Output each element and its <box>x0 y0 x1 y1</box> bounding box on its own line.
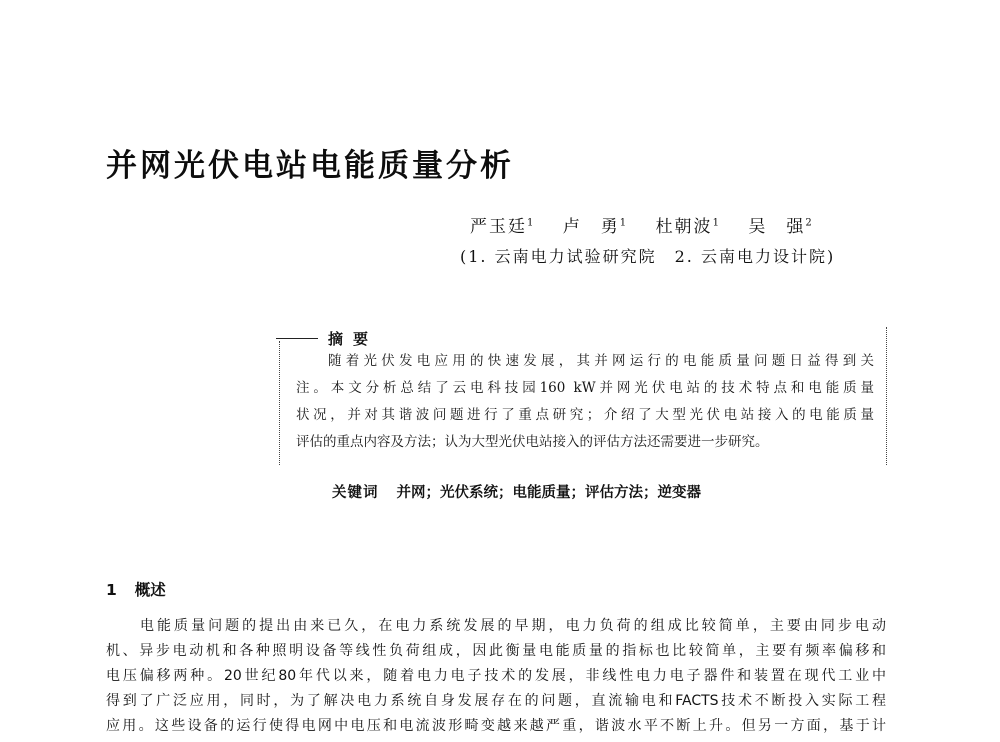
body-line: 电能质量问题的提出由来已久，在电力系统发展的早期，电力负荷的组成比较简单，主要由同步电动 <box>140 618 886 634</box>
author-affil-mark: 1 <box>619 217 627 229</box>
abstract-line: 随着光伏发电应用的快速发展，其并网运行的电能质量问题日益得到关 <box>328 353 874 369</box>
abstract-line: 注。本文分析总结了云电科技园160 kW并网光伏电站的技术特点和电能质量 <box>296 380 874 396</box>
author <box>656 217 719 237</box>
author-name: 卢 勇 <box>562 217 620 237</box>
author-list <box>470 212 834 237</box>
keywords-label: 关键词 <box>332 485 379 501</box>
author <box>470 217 533 237</box>
author-affil-mark: 2 <box>805 217 812 229</box>
abstract-box <box>276 327 887 465</box>
author-affil-mark: 1 <box>712 217 719 229</box>
abstract-left-border <box>279 341 280 465</box>
abstract-heading: 摘要 <box>328 330 379 348</box>
section-number: 1 <box>106 581 117 599</box>
affiliations: (1. 云南电力试验研究院 2. 云南电力设计院) <box>460 247 836 266</box>
body-line: 机、异步电动机和各种照明设备等线性负荷组成，因此衡量电能质量的指标也比较简单，主要有频率偏移和 <box>106 643 886 659</box>
author <box>748 217 811 237</box>
author-name: 严玉廷 <box>470 217 527 237</box>
paper-title: 并网光伏电站电能质量分析 <box>106 148 514 184</box>
author-name: 吴 强 <box>748 217 806 237</box>
section-heading <box>106 578 166 600</box>
body-line: 应用。这些设备的运行使得电网中电压和电流波形畸变越来越严重，谐波水平不断上升。但另一方面，基于计 <box>106 718 886 734</box>
author-name: 杜朝波 <box>655 217 713 237</box>
keywords-text: 并网；光伏系统；电能质量；评估方法；逆变器 <box>396 485 701 501</box>
body-line: 得到了广泛应用，同时，为了解决电力系统自身发展存在的问题，直流输电和FACTS技术不断投入实际工程 <box>106 693 886 709</box>
keywords <box>332 481 701 502</box>
abstract-rule <box>276 338 318 339</box>
author <box>563 217 626 237</box>
abstract-line: 评估的重点内容及方法；认为大型光伏电站接入的评估方法还需要进一步研究。 <box>296 434 769 450</box>
body-line: 电压偏移两种。20世纪80年代以来，随着电力电子技术的发展，非线性电力电子器件和装置在现代工业中 <box>106 668 886 684</box>
abstract-right-border <box>886 327 887 465</box>
section-title: 概述 <box>134 581 166 599</box>
abstract-line: 状况，并对其谐波问题进行了重点研究；介绍了大型光伏电站接入的电能质量 <box>296 407 874 423</box>
author-affil-mark: 1 <box>527 217 534 229</box>
